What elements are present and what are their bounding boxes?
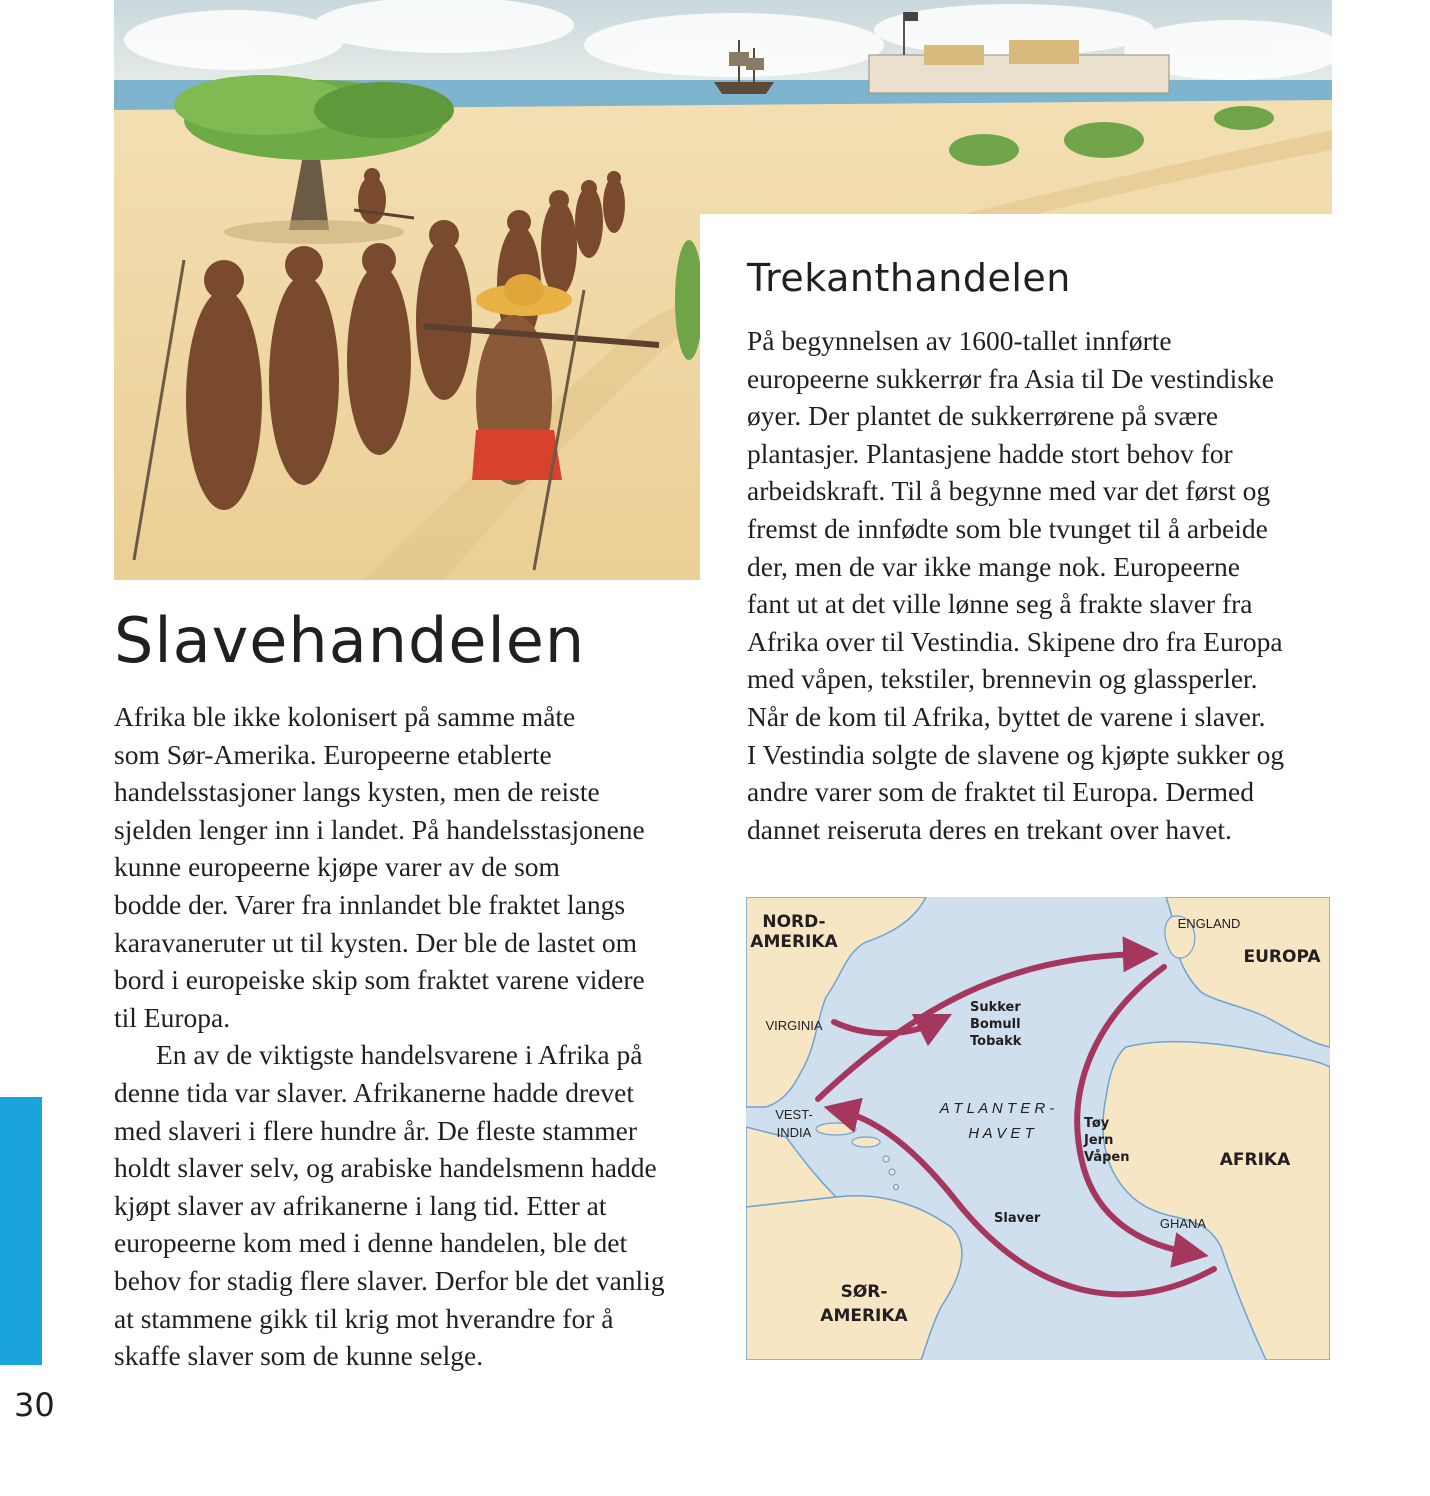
body-line: På begynnelsen av 1600-tallet innførte (747, 325, 1172, 356)
land-south-america (746, 1196, 962, 1360)
page-number: 30 (14, 1386, 55, 1424)
body-line: Når de kom til Afrika, byttet de varene i slaver. (747, 700, 1266, 732)
body-line: En av de viktigste handelsvarene i Afrika på (156, 1039, 643, 1071)
chapter-color-tab (0, 1097, 42, 1365)
body-line: andre varer som de fraktet til Europa. Dermed (747, 776, 1255, 808)
label-south-america-1: SØR- (840, 1282, 888, 1302)
body-line: fremst de innfødte som ble tvunget til å arbeide (747, 512, 1268, 544)
body-line: kunne europeerne kjøpe varer av de som (114, 851, 560, 883)
label-ghana: GHANA (1159, 1216, 1207, 1231)
label-west-indies-1: VEST- (775, 1107, 813, 1122)
slavehandelen-body (114, 698, 714, 1375)
body-line: arbeidskraft. Til å begynne med var det først og (747, 475, 1271, 507)
goods-to-africa-2: Jern (1084, 1133, 1114, 1148)
body-line: kjøpt slaver av afrikanerne i lang tid. Etter at (114, 1189, 607, 1221)
body-line: Afrika ble ikke kolonisert på samme måte (114, 701, 576, 732)
label-north-america-2: AMERIKA (750, 932, 838, 952)
body-line: øyer. Der plantet de sukkerrørene på svære (747, 400, 1219, 432)
label-africa: AFRIKA (1219, 1150, 1291, 1170)
body-line: europeerne kom med i denne handelen, ble det (114, 1227, 628, 1259)
label-virginia: VIRGINIA (765, 1018, 823, 1033)
body-line: karavaneruter ut til kysten. Der ble de lastet om (114, 926, 638, 958)
body-line: Afrika over til Vestindia. Skipene dro fra Europa (747, 625, 1283, 657)
goods-to-europe-3: Tobakk (970, 1034, 1022, 1049)
trekanthandelen-body (747, 322, 1337, 848)
body-line: med slaveri i flere hundre år. De fleste stammer (114, 1114, 638, 1146)
body-line: skaffe slaver som de kunne selge. (114, 1340, 484, 1372)
body-line: europeerne sukkerrør fra Asia til De vestindiske (747, 362, 1274, 394)
body-line: til Europa. (114, 1001, 231, 1033)
label-west-indies-2: INDIA (776, 1125, 812, 1140)
goods-to-europe-2: Bomull (970, 1017, 1021, 1032)
triangular-trade-map (746, 897, 1330, 1360)
goods-to-europe-1: Sukker (970, 1000, 1021, 1015)
label-england: ENGLAND (1177, 916, 1241, 931)
body-line: sjelden lenger inn i landet. På handelsstasjonene (114, 813, 645, 845)
body-line: bodde der. Varer fra innlandet ble fraktet langs (114, 888, 626, 920)
label-north-america-1: NORD- (762, 912, 826, 932)
body-line: plantasjer. Plantasjene hadde stort behov for (747, 437, 1233, 469)
body-line: som Sør-Amerika. Europeerne etablerte (114, 738, 552, 770)
body-line: at stammene gikk til krig mot hverandre for å (114, 1302, 614, 1334)
section-heading-trekanthandelen: Trekanthandelen (747, 256, 1071, 300)
body-line: bord i europeiske skip som fraktet varene videre (114, 964, 645, 996)
goods-to-west-indies: Slaver (994, 1211, 1041, 1226)
goods-to-africa-3: Våpen (1084, 1150, 1130, 1165)
label-atlantic-1: A T L A N T E R - (939, 1100, 1055, 1117)
body-line: handelsstasjoner langs kysten, men de reiste (114, 776, 600, 808)
label-south-america-2: AMERIKA (820, 1306, 908, 1326)
body-line: med våpen, tekstiler, brennevin og glassperler. (747, 663, 1258, 695)
goods-to-africa-1: Tøy (1084, 1116, 1110, 1131)
body-line: holdt slaver selv, og arabiske handelsmenn hadde (114, 1152, 657, 1184)
body-line: denne tida var slaver. Afrikanerne hadde drevet (114, 1076, 634, 1108)
body-line: der, men de var ikke mange nok. Europeerne (747, 550, 1240, 582)
label-atlantic-2: H A V E T (968, 1125, 1034, 1142)
page-title: Slavehandelen (114, 604, 586, 677)
body-line: I Vestindia solgte de slavene og kjøpte sukker og (747, 738, 1285, 770)
body-line: dannet reiseruta deres en trekant over havet. (747, 813, 1232, 845)
label-europe: EUROPA (1243, 947, 1321, 967)
body-line: behov for stadig flere slaver. Derfor ble det vanlig (114, 1264, 665, 1296)
body-line: fant ut at det ville lønne seg å frakte slaver fra (747, 588, 1253, 620)
